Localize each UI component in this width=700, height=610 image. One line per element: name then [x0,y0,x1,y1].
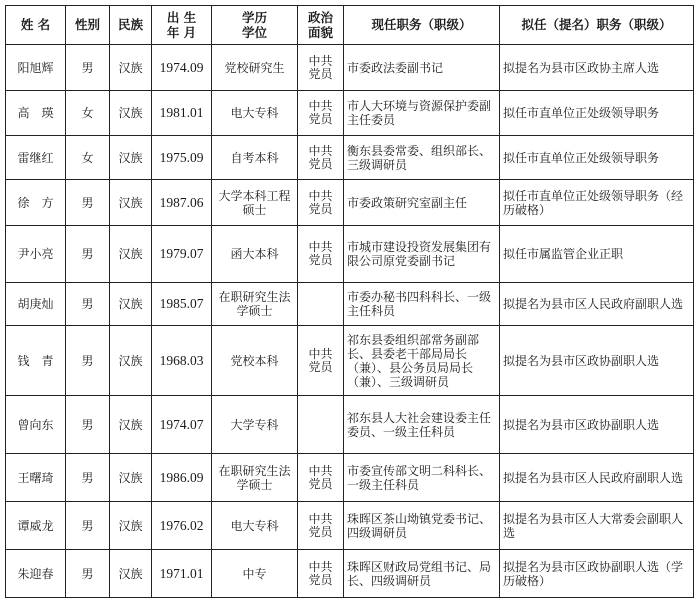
table-row [6,180,694,226]
appointment-table-container [5,5,694,598]
cell-name: 高 瑛 [6,91,66,136]
table-row [6,226,694,283]
cell-current-post: 市委办秘书四科科长、一级主任科员 [344,283,500,326]
table-row [6,326,694,396]
cell-proposed-post: 拟任市属监管企业正职 [500,226,694,283]
cell-birth: 1974.07 [152,396,212,454]
cell-name: 胡庚灿 [6,283,66,326]
cell-proposed-post: 拟提名为县市区政协副职人选 [500,326,694,396]
cell-gender: 男 [66,283,110,326]
cell-gender: 男 [66,180,110,226]
cell-birth: 1975.09 [152,136,212,180]
cell-current-post: 市委政策研究室副主任 [344,180,500,226]
cell-birth: 1974.09 [152,45,212,91]
cell-education: 电大专科 [212,502,298,550]
cell-education: 党校研究生 [212,45,298,91]
cell-education: 大学专科 [212,396,298,454]
cell-birth: 1986.09 [152,454,212,502]
header-education-line1: 学历 [241,10,267,25]
cell-proposed-post: 拟提名为县市区人民政府副职人选 [500,283,694,326]
cell-name: 钱 青 [6,326,66,396]
header-ethnicity: 民族 [110,6,152,45]
cell-party [298,454,344,502]
cell-current-post: 珠晖区茶山坳镇党委书记、四级调研员 [344,502,500,550]
cell-birth: 1976.02 [152,502,212,550]
cell-party [298,226,344,283]
party-text: 中共党员 [308,240,333,267]
table-row [6,454,694,502]
cell-party [298,550,344,598]
cell-proposed-post: 拟提名为县市区政协主席人选 [500,45,694,91]
header-party [298,6,344,45]
header-birth-line1: 出 生 [166,10,197,25]
cell-birth: 1968.03 [152,326,212,396]
table-row [6,396,694,454]
cell-name: 尹小亮 [6,226,66,283]
cell-education: 大学本科工程硕士 [212,180,298,226]
cell-birth: 1979.07 [152,226,212,283]
header-party-line1: 政治 [307,10,333,25]
table-row [6,550,694,598]
cell-education: 电大专科 [212,91,298,136]
cell-party [298,136,344,180]
cell-education: 党校本科 [212,326,298,396]
cell-education: 在职研究生法学硕士 [212,283,298,326]
cell-party [298,326,344,396]
cell-current-post: 珠晖区财政局党组书记、局长、四级调研员 [344,550,500,598]
cell-gender: 男 [66,396,110,454]
cell-birth: 1981.01 [152,91,212,136]
cell-gender: 男 [66,45,110,91]
cell-gender: 男 [66,226,110,283]
table-body [6,45,694,598]
cell-name: 阳旭辉 [6,45,66,91]
header-proposed-post: 拟任（提名）职务（职级） [500,6,694,45]
cell-ethnicity: 汉族 [110,326,152,396]
table-row [6,91,694,136]
cell-party [298,283,344,326]
cell-ethnicity: 汉族 [110,226,152,283]
cell-proposed-post: 拟提名为县市区政协副职人选（学历破格） [500,550,694,598]
cell-gender: 女 [66,91,110,136]
cell-name: 徐 方 [6,180,66,226]
cell-ethnicity: 汉族 [110,550,152,598]
party-text: 中共党员 [308,99,333,126]
cell-current-post: 市城市建设投资发展集团有限公司原党委副书记 [344,226,500,283]
cell-current-post: 市委宣传部文明二科科长、一级主任科员 [344,454,500,502]
cell-party [298,502,344,550]
cell-party [298,91,344,136]
header-current-post: 现任职务（职级） [344,6,500,45]
cell-current-post: 市人大环境与资源保护委副主任委员 [344,91,500,136]
cell-ethnicity: 汉族 [110,396,152,454]
cell-ethnicity: 汉族 [110,283,152,326]
party-text: 中共党员 [308,143,333,171]
cell-current-post: 市委政法委副书记 [344,45,500,91]
cell-proposed-post: 拟提名为县市区政协副职人选 [500,396,694,454]
header-party-line2: 面貌 [307,25,333,40]
cell-gender: 女 [66,136,110,180]
table-row [6,283,694,326]
header-row [6,6,694,45]
table-row [6,45,694,91]
cell-proposed-post: 拟任市直单位正处级领导职务（经历破格） [500,180,694,226]
party-text: 中共党员 [308,188,333,216]
cell-ethnicity: 汉族 [110,454,152,502]
cell-current-post: 衡东县委常委、组织部长、三级调研员 [344,136,500,180]
cell-birth: 1971.01 [152,550,212,598]
cell-name: 雷继红 [6,136,66,180]
cell-ethnicity: 汉族 [110,502,152,550]
cell-proposed-post: 拟提名为县市区人民政府副职人选 [500,454,694,502]
header-birth-line2: 年 月 [166,25,197,40]
cell-party [298,180,344,226]
cell-current-post: 祁东县委组织部常务副部长、县委老干部局局长（兼）、县公务员局局长（兼）、三级调研员 [344,326,500,396]
header-education-line2: 学位 [241,25,267,40]
cell-proposed-post: 拟提名为县市区人大常委会副职人选 [500,502,694,550]
cell-gender: 男 [66,326,110,396]
cell-ethnicity: 汉族 [110,91,152,136]
table-row [6,502,694,550]
cell-party [298,45,344,91]
header-education [212,6,298,45]
header-name: 姓 名 [6,6,66,45]
party-text: 中共党员 [308,559,333,587]
appointment-table [5,5,694,598]
cell-ethnicity: 汉族 [110,136,152,180]
table-header [6,6,694,45]
cell-ethnicity: 汉族 [110,180,152,226]
cell-proposed-post: 拟任市直单位正处级领导职务 [500,136,694,180]
cell-birth: 1985.07 [152,283,212,326]
cell-party [298,396,344,454]
cell-education: 函大本科 [212,226,298,283]
cell-birth: 1987.06 [152,180,212,226]
cell-proposed-post: 拟任市直单位正处级领导职务 [500,91,694,136]
table-row [6,136,694,180]
party-text: 中共党员 [308,511,333,539]
cell-education: 中专 [212,550,298,598]
cell-gender: 男 [66,502,110,550]
cell-name: 朱迎春 [6,550,66,598]
cell-gender: 男 [66,454,110,502]
cell-gender: 男 [66,550,110,598]
header-birth [152,6,212,45]
cell-education: 在职研究生法学硕士 [212,454,298,502]
cell-name: 谭威龙 [6,502,66,550]
cell-education: 自考本科 [212,136,298,180]
cell-name: 王曙琦 [6,454,66,502]
header-gender: 性别 [66,6,110,45]
party-text: 中共党员 [308,346,333,374]
cell-ethnicity: 汉族 [110,45,152,91]
party-text: 中共党员 [308,463,333,491]
cell-current-post: 祁东县人大社会建设委主任委员、一级主任科员 [344,396,500,454]
cell-name: 曾向东 [6,396,66,454]
party-text: 中共党员 [308,53,333,81]
